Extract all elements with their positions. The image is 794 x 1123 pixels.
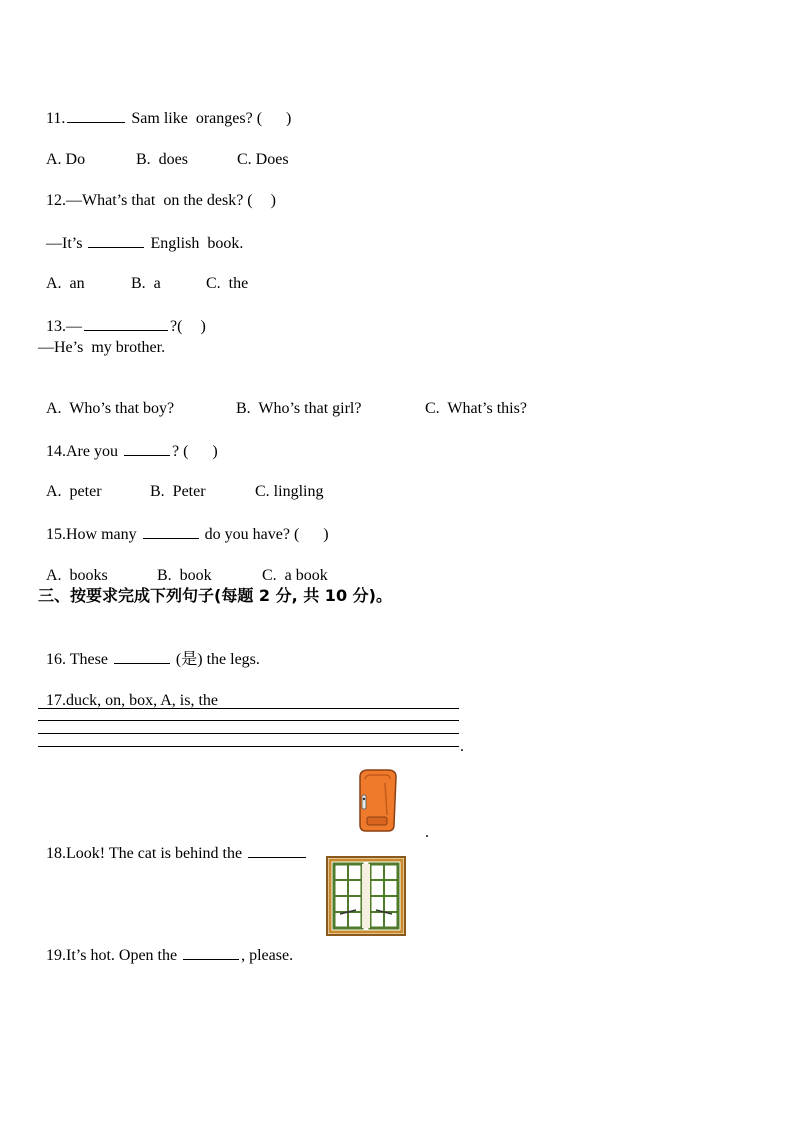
q13-option-a[interactable]: A. Who’s that boy?	[46, 400, 175, 417]
q15-option-a[interactable]: A. books	[46, 567, 108, 584]
q15-number: 15.	[46, 526, 66, 543]
q12-prompt: 12.—What’s that on the desk? ( )	[46, 192, 276, 209]
q17-answer-line-3[interactable]	[38, 733, 459, 734]
q15-option-c[interactable]: C. a book	[262, 567, 328, 584]
q13-answer: —He’s my brother.	[38, 339, 166, 356]
q19-blank[interactable]	[183, 945, 239, 960]
q15-options	[38, 546, 328, 586]
q18-prompt: 18.Look! The cat is behind the	[38, 823, 308, 864]
q13-number: 13.	[46, 318, 66, 335]
door-picture	[354, 769, 400, 833]
q13-blank[interactable]	[84, 316, 168, 331]
q17-number: 17.	[46, 692, 66, 709]
q17-end-mark: .	[460, 738, 464, 755]
q12-option-a[interactable]: A. an	[46, 275, 85, 292]
q12-option-c[interactable]: C. the	[206, 275, 249, 292]
q16-prompt: 16. These (是) the legs.	[46, 651, 260, 668]
door-icon	[354, 769, 400, 833]
q13-options	[38, 379, 527, 419]
q11-options	[38, 130, 289, 170]
q14-option-b[interactable]: B. Peter	[150, 483, 206, 500]
q17-answer-line-1[interactable]	[38, 708, 459, 709]
q17-answer-line-2[interactable]	[38, 720, 459, 721]
q18-blank[interactable]	[248, 843, 306, 858]
q13-option-b[interactable]: B. Who’s that girl?	[236, 400, 362, 417]
q11-blank[interactable]	[67, 108, 125, 123]
q14-blank[interactable]	[124, 441, 170, 456]
q15-prompt: 15.How many do you have? ( )	[46, 526, 329, 543]
q12-blank[interactable]	[88, 233, 144, 248]
q12-number: 12.	[46, 192, 66, 209]
q14-number: 14.	[46, 443, 66, 460]
q11-prompt: 11. Sam like oranges? ( )	[46, 110, 292, 127]
window-picture	[326, 856, 406, 936]
section-3-heading: 三、按要求完成下列句子(每题 2 分, 共 10 分)。	[38, 586, 392, 605]
q18-number: 18.	[46, 845, 66, 862]
q14-option-a[interactable]: A. peter	[46, 483, 102, 500]
window-icon	[326, 856, 406, 936]
q11-option-c[interactable]: C. Does	[237, 151, 289, 168]
q14-prompt: 14.Are you ? ( )	[46, 443, 218, 460]
q12-options	[38, 254, 248, 294]
q11-option-a[interactable]: A. Do	[46, 151, 86, 168]
q19-number: 19.	[46, 947, 66, 964]
q17-prompt: 17.duck, on, box, A, is, the	[46, 692, 218, 709]
q12-option-b[interactable]: B. a	[131, 275, 161, 292]
q13-prompt: 13.— ?( )	[46, 318, 206, 335]
q14-option-c[interactable]: C. lingling	[255, 483, 324, 500]
q11-number: 11.	[46, 110, 66, 127]
q14-options	[38, 462, 323, 502]
q11-option-b[interactable]: B. does	[136, 151, 188, 168]
q17-answer-line-4[interactable]	[38, 746, 459, 747]
q16-blank[interactable]	[114, 649, 170, 664]
q15-blank[interactable]	[143, 524, 199, 539]
q15-option-b[interactable]: B. book	[157, 567, 212, 584]
q18-end-mark: .	[425, 824, 429, 841]
q16-number: 16.	[46, 651, 66, 668]
q19-prompt: 19.It’s hot. Open the , please.	[46, 947, 294, 964]
q13-option-c[interactable]: C. What’s this?	[425, 400, 527, 417]
q12-answer: —It’s English book.	[46, 235, 244, 252]
